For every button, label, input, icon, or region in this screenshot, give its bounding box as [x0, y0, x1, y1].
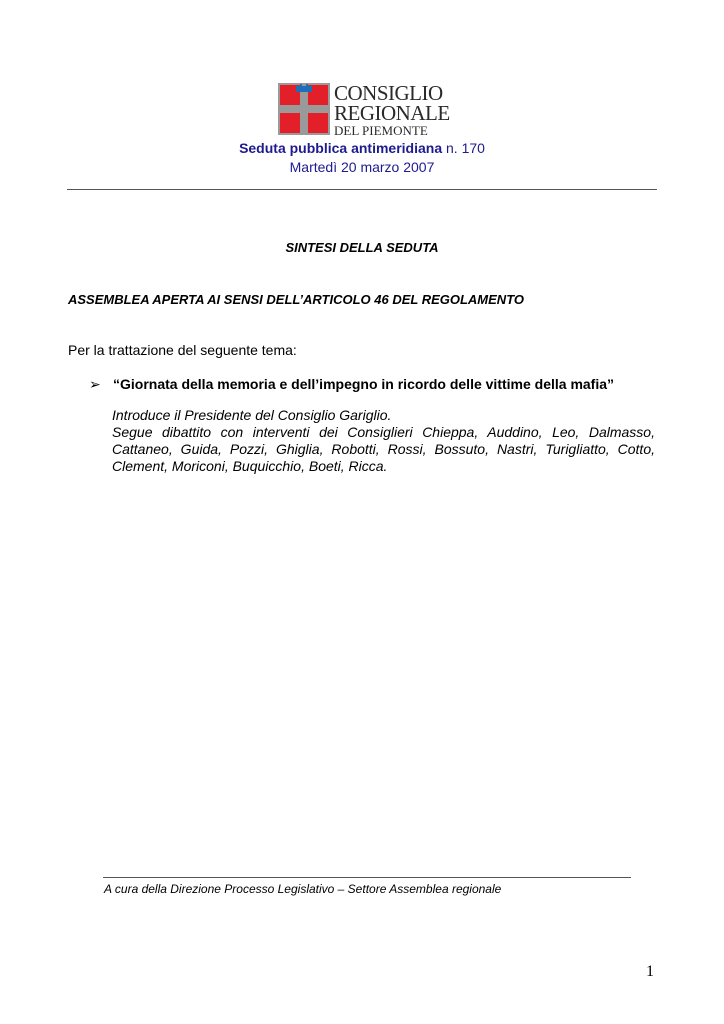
header-divider [67, 189, 657, 190]
assembly-heading: ASSEMBLEA APERTA AI SENSI DELL’ARTICOLO 46 DEL REGOLAMENTO [68, 292, 525, 307]
footer-divider [103, 877, 631, 878]
logo-wordmark [334, 83, 450, 137]
session-type: Seduta pubblica antimeridiana [239, 140, 443, 156]
intro-text: Per la trattazione del seguente tema: [68, 342, 297, 358]
session-title [0, 140, 724, 156]
logo-line-1: CONSIGLIO [334, 81, 443, 105]
details-paragraph-1: Introduce il Presidente del Consiglio Gariglio. [112, 407, 392, 423]
footer-text: A cura della Direzione Processo Legislativo – Settore Assemblea regionale [104, 882, 502, 896]
council-logo [278, 81, 450, 138]
topic-item [89, 376, 614, 393]
session-details [112, 407, 655, 475]
session-date: Martedì 20 marzo 2007 [289, 159, 435, 175]
logo-line-3: DEL PIEMONTE [334, 123, 428, 138]
arrow-bullet-icon: ➢ [89, 376, 101, 392]
document-title: SINTESI DELLA SEDUTA [285, 240, 439, 255]
logo-line-2: REGIONALE [334, 101, 450, 125]
page-number: 1 [646, 963, 654, 980]
piedmont-emblem-icon [278, 83, 330, 135]
session-number: n. 170 [442, 140, 485, 156]
topic-title: “Giornata della memoria e dell’impegno in ricordo delle vittime della mafia” [113, 376, 615, 392]
details-paragraph-2: Segue dibattito con interventi dei Consiglieri Chieppa, Auddino, Leo, Dalmasso, Cattaneo, Guida, Pozzi, Ghiglia, Robotti, Rossi, Bossuto, Nastri, Turigliatto, Cotto, Clement, Moriconi, Buquicchio, Boeti, Ricca. [112, 424, 655, 474]
